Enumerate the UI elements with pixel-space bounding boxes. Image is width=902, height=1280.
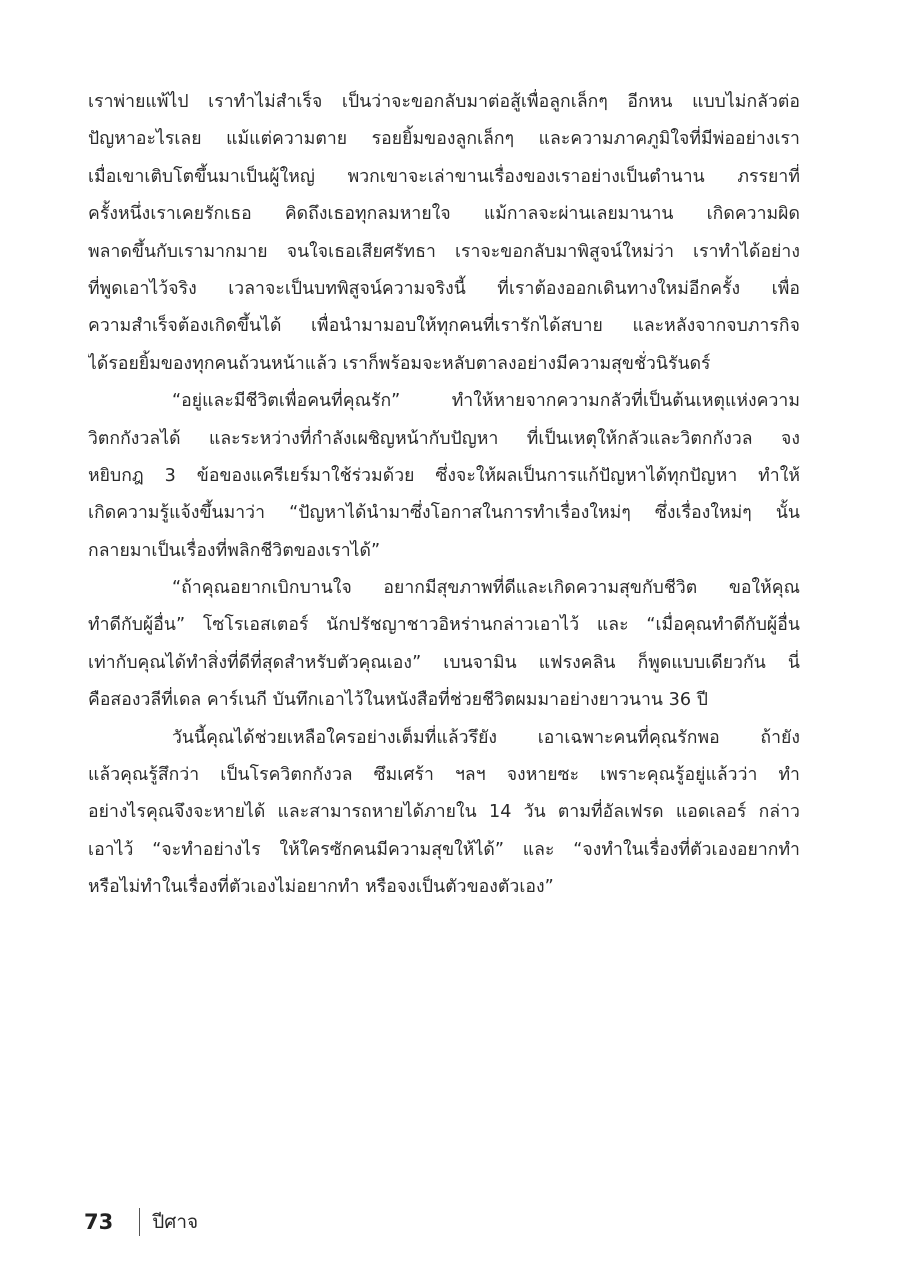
text-line: หรือไม่ทำในเรื่องที่ตัวเองไม่อยากทำ หรือจงเป็นตัวของตัวเอง” — [88, 877, 554, 898]
text-line: ครั้งหนึ่งเราเคยรักเธอ คิดถึงเธอทุกลมหายใจ แม้กาลจะผ่านเลยมานาน เกิดความผิด — [88, 204, 800, 225]
text-line: “อยู่และมีชีวิตเพื่อคนที่คุณรัก” ทำให้หายจากความกลัวที่เป็นต้นเหตุแห่งความ — [172, 391, 800, 412]
text-line: แล้วคุณรู้สึกว่า เป็นโรควิตกกังวล ซึมเศร้า ฯลฯ จงหายซะ เพราะคุณรู้อยู่แล้วว่า ทำ — [88, 765, 800, 786]
page-number: 73 — [84, 1210, 114, 1234]
text-line: ที่พูดเอาไว้จริง เวลาจะเป็นบทพิสูจน์ความจริงนี้ ที่เราต้องออกเดินทางใหม่อีกครั้ง เพื่อ — [88, 278, 800, 299]
text-line: ได้รอยยิ้มของทุกคนถ้วนหน้าแล้ว เราก็พร้อมจะหลับตาลงอย่างมีความสุขชั่วนิรันดร์ — [88, 353, 711, 374]
running-title: ปีศาจ — [152, 1211, 199, 1233]
body-text — [88, 84, 800, 907]
text-line: อย่างไรคุณจึงจะหายได้ และสามารถหายได้ภายใน 14 วัน ตามที่อัลเฟรด แอดเลอร์ กล่าว — [88, 802, 800, 823]
text-line: เท่ากับคุณได้ทำสิ่งที่ดีที่สุดสำหรับตัวคุณเอง” เบนจามิน แฟรงคลิน ก็พูดแบบเดียวกัน นี่ — [88, 652, 800, 673]
text-line: พลาดขึ้นกับเรามากมาย จนใจเธอเสียศรัทธา เราจะขอกลับมาพิสูจน์ใหม่ว่า เราทำได้อย่าง — [88, 241, 800, 262]
page-footer — [84, 1204, 198, 1240]
footer-divider — [139, 1208, 140, 1236]
text-line: “ถ้าคุณอยากเบิกบานใจ อยากมีสุขภาพที่ดีและเกิดความสุขกับชีวิต ขอให้คุณ — [172, 578, 800, 599]
text-line: ความสำเร็จต้องเกิดขึ้นได้ เพื่อนำมามอบให้ทุกคนที่เรารักได้สบาย และหลังจากจบภารกิจ — [88, 316, 800, 337]
text-line: วันนี้คุณได้ช่วยเหลือใครอย่างเต็มที่แล้วรึยัง เอาเฉพาะคนที่คุณรักพอ ถ้ายัง — [172, 727, 800, 748]
text-line: กลายมาเป็นเรื่องที่พลิกชีวิตของเราได้” — [88, 540, 381, 561]
text-line: หยิบกฎ 3 ข้อของแครีเยร์มาใช้ร่วมด้วย ซึ่งจะให้ผลเป็นการแก้ปัญหาได้ทุกปัญหา ทำให้ — [88, 465, 800, 486]
text-line: เมื่อเขาเติบโตขึ้นมาเป็นผู้ใหญ่ พวกเขาจะเล่าขานเรื่องของเราอย่างเป็นตำนาน ภรรยาที่ — [88, 166, 800, 187]
text-line: ปัญหาอะไรเลย แม้แต่ความตาย รอยยิ้มของลูกเล็กๆ และความภาคภูมิใจที่มีพ่ออย่างเรา — [88, 129, 800, 150]
text-line: เกิดความรู้แจ้งขึ้นมาว่า “ปัญหาได้นำมาซึ่งโอกาสในการทำเรื่องใหม่ๆ ซึ่งเรื่องใหม่ๆ นั้น — [88, 503, 800, 524]
text-line: เอาไว้ “จะทำอย่างไร ให้ใครซักคนมีความสุขให้ได้” และ “จงทำในเรื่องที่ตัวเองอยากทำ — [88, 839, 800, 860]
text-line: เราพ่ายแพ้ไป เราทำไม่สำเร็จ เป็นว่าจะขอกลับมาต่อสู้เพื่อลูกเล็กๆ อีกหน แบบไม่กลัวต่อ — [88, 92, 800, 112]
text-line: ทำดีกับผู้อื่น” โซโรเอสเตอร์ นักปรัชญาชาวอิหร่านกล่าวเอาไว้ และ “เมื่อคุณทำดีกับผู้อื่น — [88, 615, 800, 636]
text-line: คือสองวลีที่เดล คาร์เนกี บันทึกเอาไว้ในหนังสือที่ช่วยชีวิตผมมาอย่างยาวนาน 36 ปี — [88, 690, 708, 711]
text-line: วิตกกังวลได้ และระหว่างที่กำลังเผชิญหน้ากับปัญหา ที่เป็นเหตุให้กลัวและวิตกกังวล จง — [88, 428, 800, 449]
